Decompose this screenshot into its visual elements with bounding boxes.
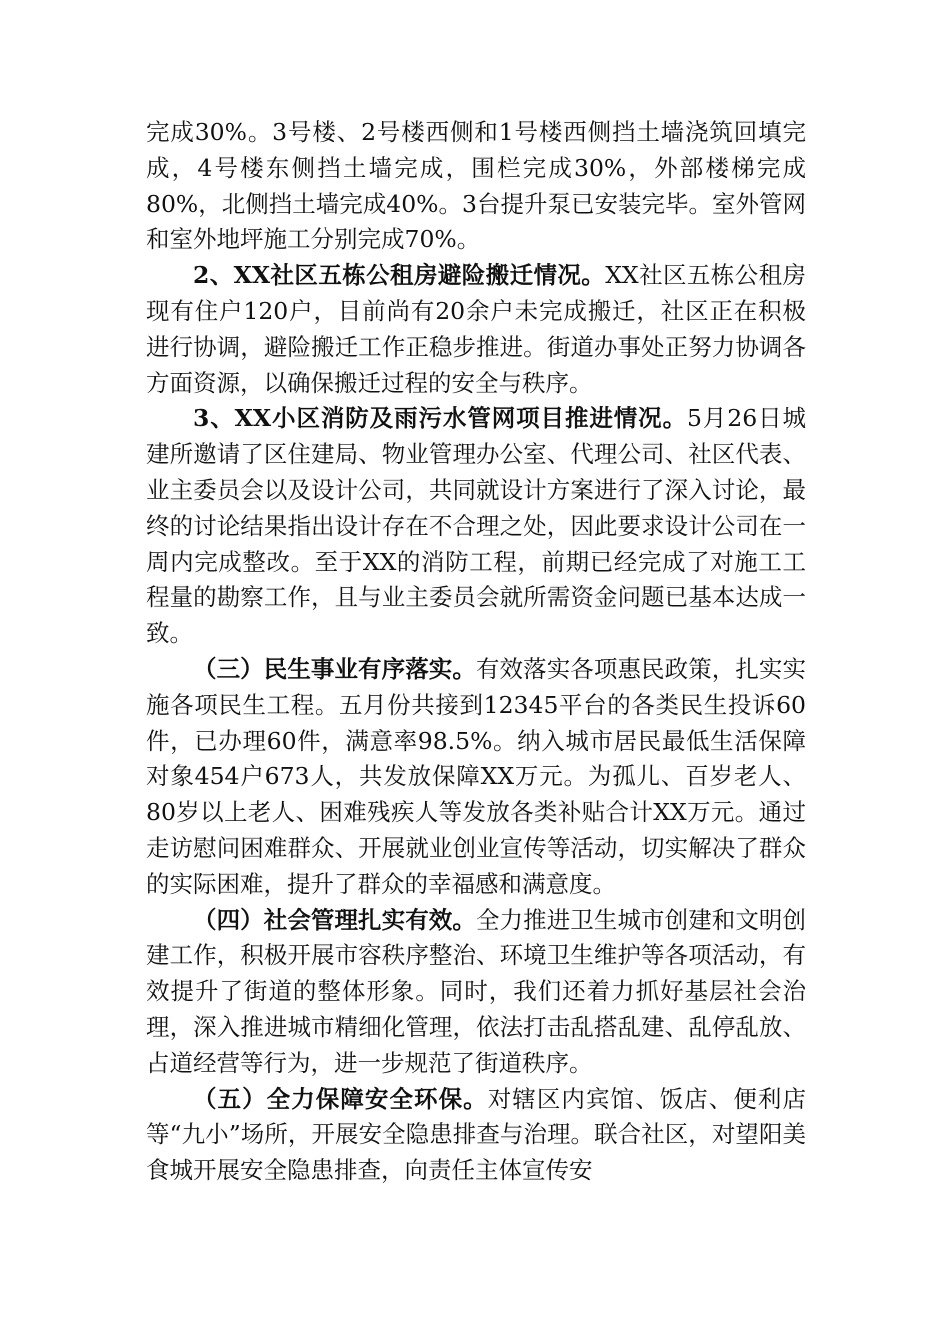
paragraph-1	[146, 115, 806, 258]
paragraph-4	[146, 652, 806, 903]
paragraph-3-heading: 3、XX小区消防及雨污水管网项目推进情况。	[193, 404, 687, 433]
paragraph-3	[146, 401, 806, 652]
paragraph-2-body: XX社区五栋公租房现有住户120户，目前尚有20余户未完成搬迁，社区正在积极进行协调，避险搬迁工作正稳步推进。街道办事处正努力协调各方面资源，以确保搬迁过程的安全与秩序。	[146, 261, 806, 397]
paragraph-5-body: 全力推进卫生城市创建和文明创建工作，积极开展市容秩序整治、环境卫生维护等各项活动，有效提升了街道的整体形象。同时，我们还着力抓好基层社会治理，深入推进城市精细化管理，依法打击乱搭乱建、乱停乱放、占道经营等行为，进一步规范了街道秩序。	[146, 905, 807, 1077]
paragraph-5	[146, 903, 806, 1082]
section-heading-3: （三）民生事业有序落实。	[193, 654, 476, 683]
paragraph-1-body: 完成30%。3号楼、2号楼西侧和1号楼西侧挡土墙浇筑回填完成，4号楼东侧挡土墙完成，围栏完成30%，外部楼梯完成80%，北侧挡土墙完成40%。3台提升泵已安装完毕。室外管网和室外地坪施工分别完成70%。	[146, 118, 806, 254]
paragraph-2-heading: 2、XX社区五栋公租房避险搬迁情况。	[193, 261, 606, 290]
paragraph-4-body: 有效落实各项惠民政策，扎实实施各项民生工程。五月份共接到12345平台的各类民生投诉60件，已办理60件，满意率98.5%。纳入城市居民最低生活保障对象454户673人，共发放保障XX万元。为孤儿、百岁老人、80岁以上老人、困难残疾人等发放各类补贴合计XX万元。通过走访慰问困难群众、开展就业创业宣传等活动，切实解决了群众的实际困难，提升了群众的幸福感和满意度。	[146, 654, 807, 898]
paragraph-3-body: 5月26日城建所邀请了区住建局、物业管理办公室、代理公司、社区代表、业主委员会以及设计公司，共同就设计方案进行了深入讨论，最终的讨论结果指出设计存在不合理之处，因此要求设计公司在一周内完成整改。至于XX的消防工程，前期已经完成了对施工工程量的勘察工作，且与业主委员会就所需资金问题已基本达成一致。	[146, 404, 806, 648]
paragraph-6	[146, 1082, 806, 1189]
section-heading-4: （四）社会管理扎实有效。	[193, 905, 476, 934]
paragraph-6-body: 对辖区内宾馆、饭店、便利店等“九小”场所，开展安全隐患排查与治理。联合社区，对望阳美食城开展安全隐患排查，向责任主体宣传安	[146, 1084, 806, 1185]
document-page	[146, 115, 806, 1189]
section-heading-5: （五）全力保障安全环保。	[193, 1084, 488, 1113]
paragraph-2	[146, 258, 806, 401]
